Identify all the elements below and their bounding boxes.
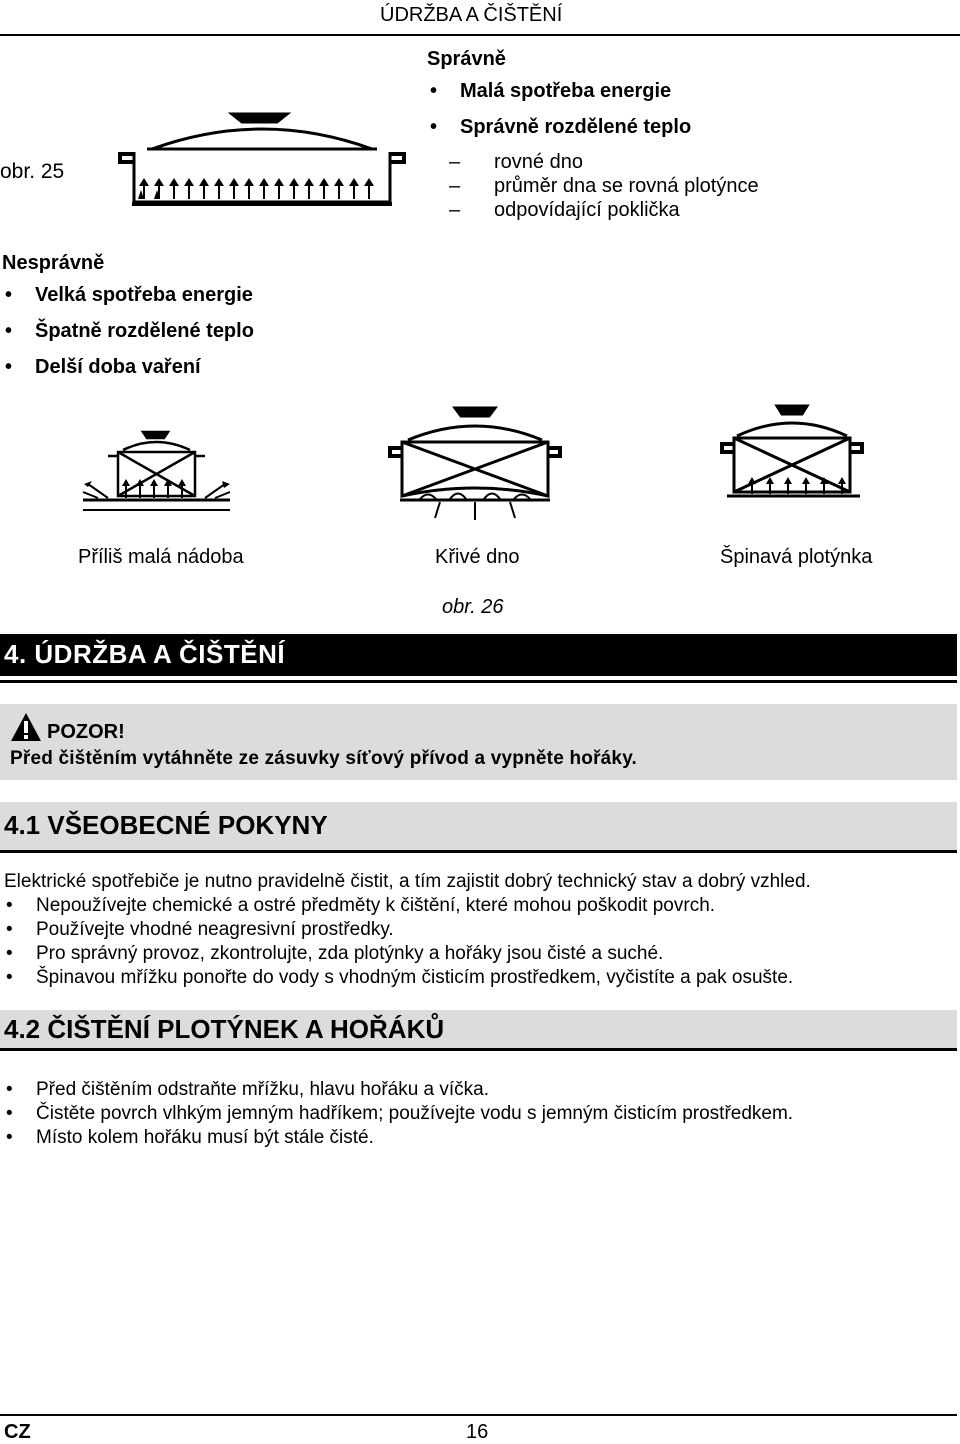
list-item: • Nepoužívejte chemické a ostré předměty k čištění, které mohou poškodit povrch. bbox=[4, 894, 811, 918]
section-4-1-body bbox=[4, 870, 811, 990]
footer-language: CZ bbox=[4, 1421, 31, 1443]
incorrect-bullet: • Špatně rozdělené teplo bbox=[2, 318, 254, 354]
correct-dash-item: – rovné dno bbox=[427, 150, 759, 174]
section-4-2-body bbox=[4, 1078, 793, 1150]
section-4-divider bbox=[0, 680, 957, 683]
warning-title: POZOR! bbox=[47, 721, 125, 743]
section-4-2-header bbox=[0, 1010, 957, 1051]
figure-26-label: obr. 26 bbox=[442, 596, 504, 618]
page-header-title: ÚDRŽBA A ČIŠTĚNÍ bbox=[380, 4, 563, 26]
small-pot-illustration bbox=[78, 420, 238, 530]
correct-bullet: • Malá spotřeba energie bbox=[427, 78, 759, 114]
section-4-title: 4. ÚDRŽBA A ČIŠTĚNÍ bbox=[4, 639, 286, 669]
list-item: • Místo kolem hořáku musí být stále čisté. bbox=[4, 1126, 793, 1150]
dirty-hob-pot-illustration bbox=[712, 400, 872, 520]
incorrect-bullet: • Delší doba vaření bbox=[2, 354, 254, 390]
list-item: • Pro správný provoz, zkontrolujte, zda plotýnky a hořáky jsou čisté a suché. bbox=[4, 942, 811, 966]
correct-pot-illustration bbox=[112, 104, 412, 214]
header-divider bbox=[0, 34, 960, 36]
figure-caption-dirty-hob: Špinavá plotýnka bbox=[720, 546, 873, 568]
figure-25-label: obr. 25 bbox=[0, 160, 65, 183]
warning-triangle-icon bbox=[10, 712, 42, 742]
list-item: • Špinavou mřížku ponořte do vody s vhodným čisticím prostředkem, vyčistíte a pak osušte. bbox=[4, 966, 811, 990]
section-4-2-title: 4.2 ČIŠTĚNÍ PLOTÝNEK A HOŘÁKŮ bbox=[4, 1014, 445, 1044]
incorrect-title: Nesprávně bbox=[2, 252, 105, 274]
correct-dash-item: – průměr dna se rovná plotýnce bbox=[427, 174, 759, 198]
incorrect-section bbox=[2, 250, 254, 390]
list-item: • Čistěte povrch vlhkým jemným hadříkem; používejte vodu s jemným čisticím prostředkem. bbox=[4, 1102, 793, 1126]
correct-title: Správně bbox=[427, 48, 506, 70]
list-item: • Používejte vhodné neagresivní prostředky. bbox=[4, 918, 811, 942]
warning-text: Před čištěním vytáhněte ze zásuvky síťový přívod a vypněte hořáky. bbox=[10, 748, 638, 769]
list-item: • Před čištěním odstraňte mřížku, hlavu hořáku a víčka. bbox=[4, 1078, 793, 1102]
incorrect-bullet: • Velká spotřeba energie bbox=[2, 282, 254, 318]
figure-caption-curved-bottom: Křivé dno bbox=[435, 546, 520, 568]
correct-section bbox=[427, 46, 759, 222]
section-4-1-title: 4.1 VŠEOBECNÉ POKYNY bbox=[4, 810, 328, 840]
section-4-1-intro: Elektrické spotřebiče je nutno pravidelně čistit, a tím zajistit dobrý technický stav a dobrý vzhled. bbox=[4, 871, 811, 892]
correct-bullet: • Správně rozdělené teplo bbox=[427, 114, 759, 150]
correct-dash-item: – odpovídající poklička bbox=[427, 198, 759, 222]
section-4-header bbox=[0, 634, 957, 676]
page-number: 16 bbox=[466, 1421, 489, 1443]
figure-caption-small-pot: Příliš malá nádoba bbox=[78, 546, 244, 568]
curved-bottom-pot-illustration bbox=[380, 400, 570, 530]
section-4-1-header bbox=[0, 802, 957, 853]
footer-divider bbox=[0, 1414, 957, 1416]
